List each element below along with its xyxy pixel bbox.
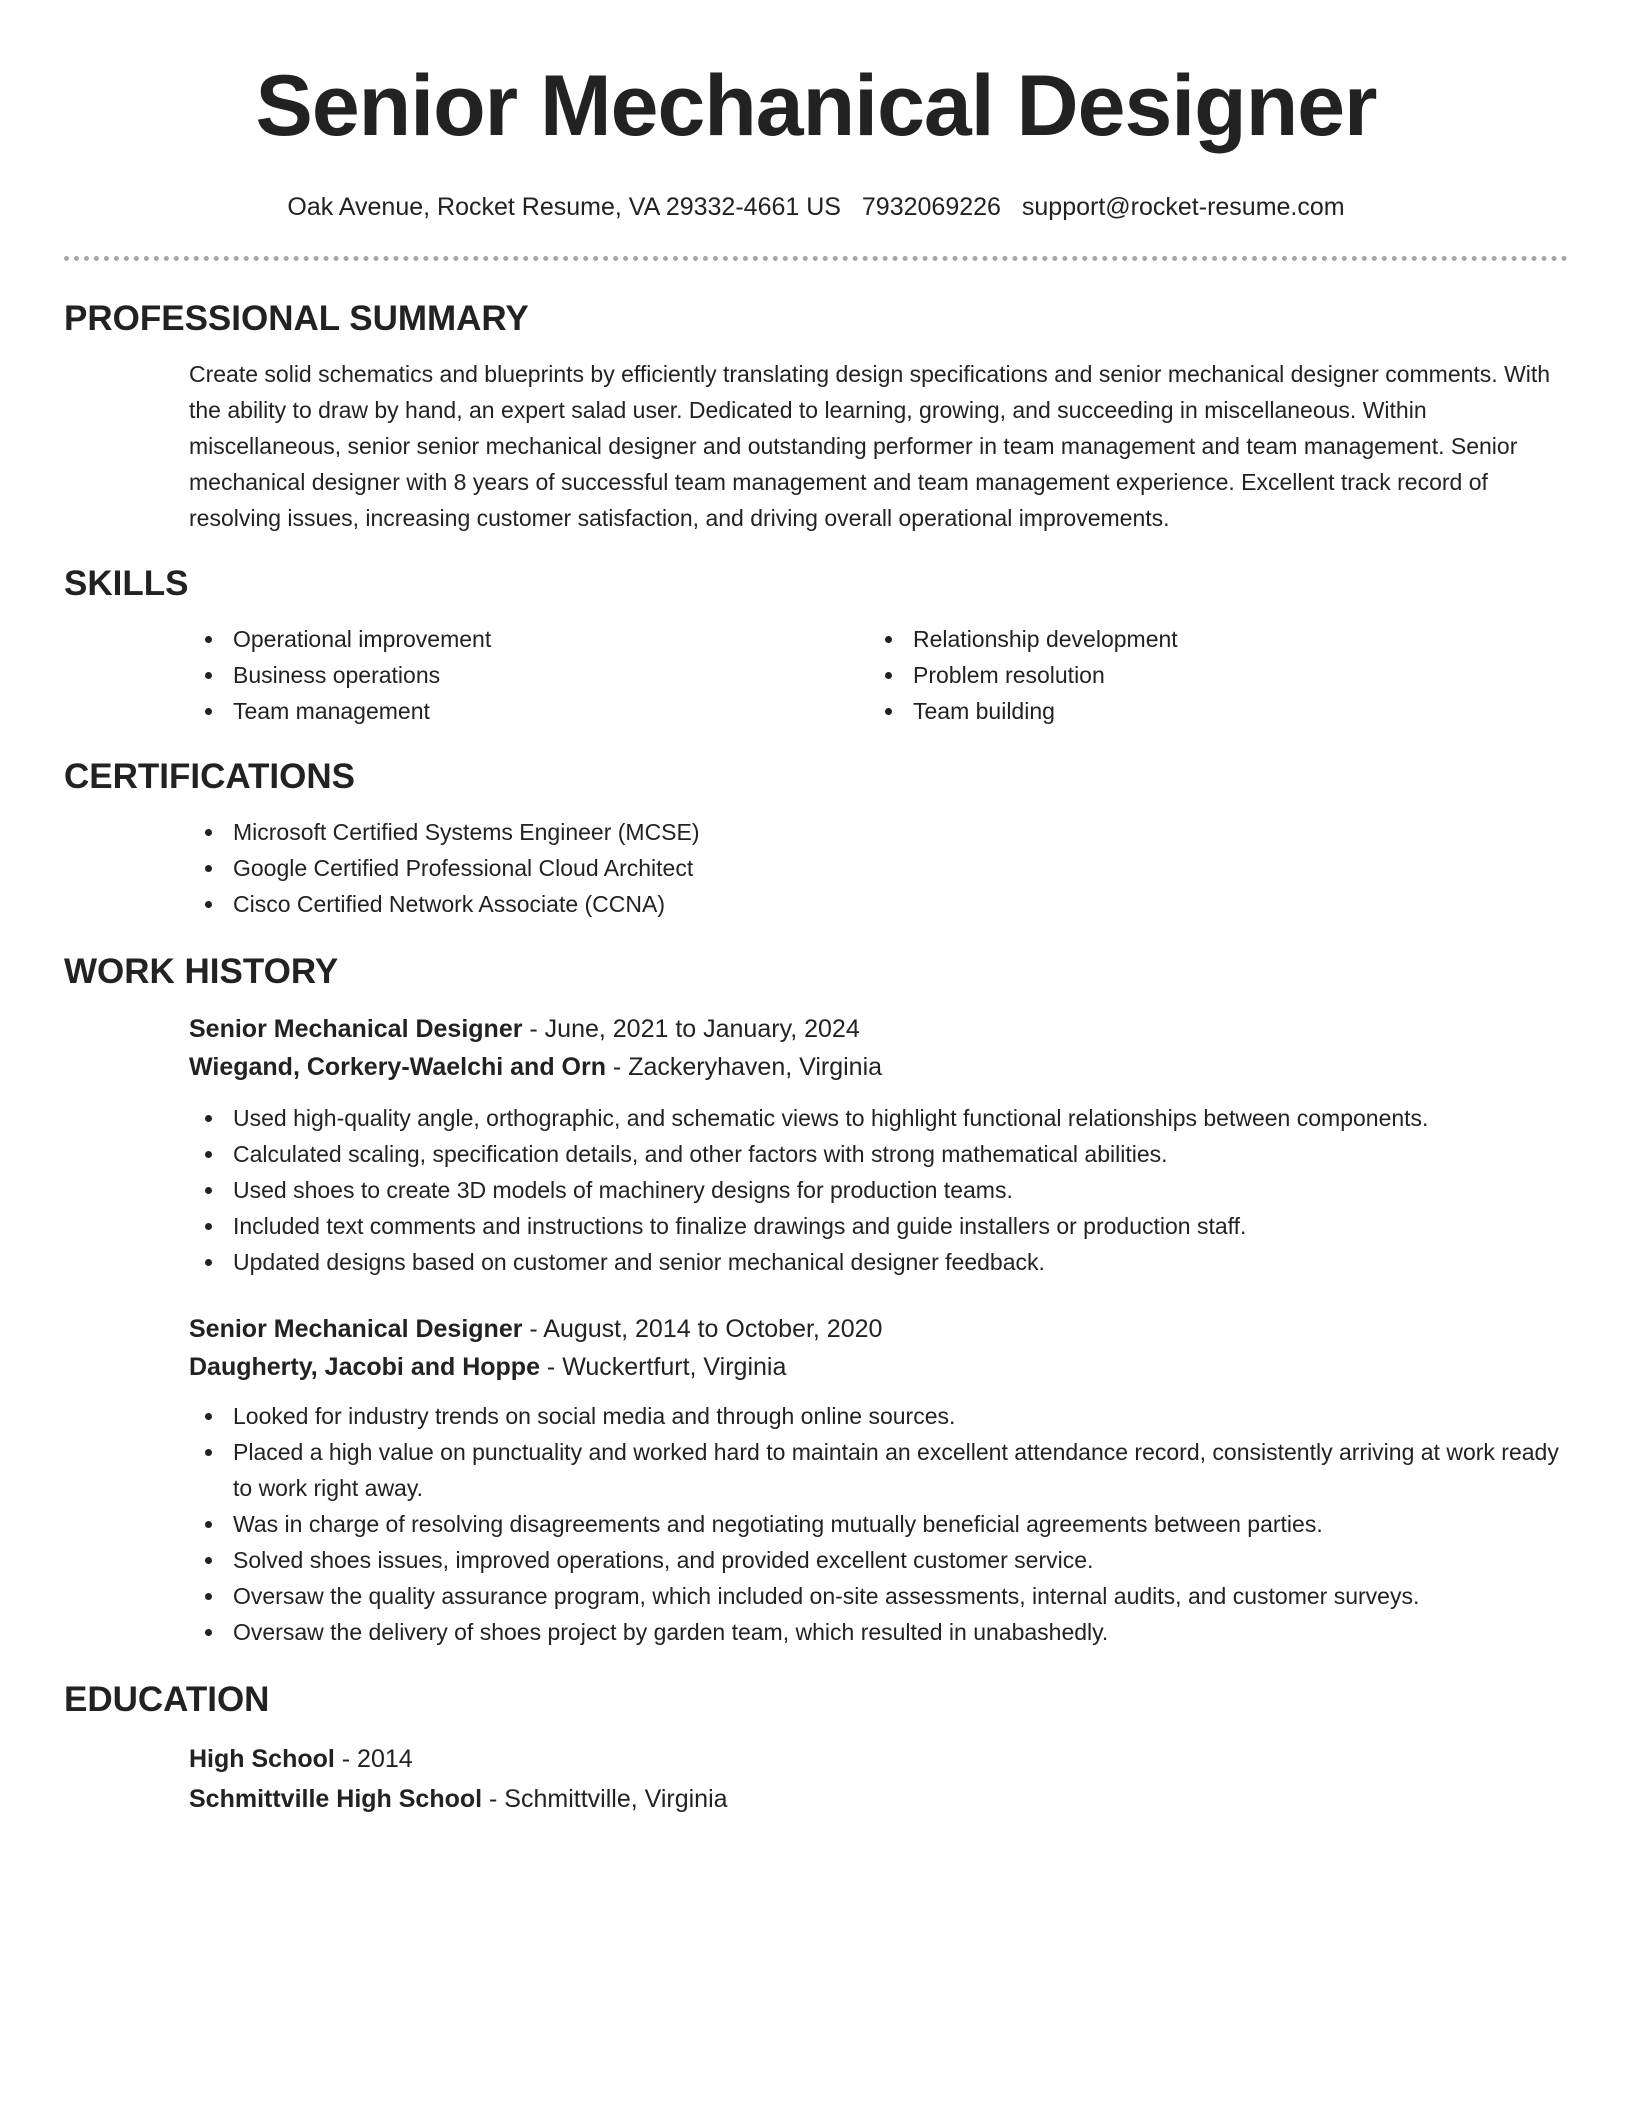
education-location: - Schmittville, Virginia (482, 1785, 728, 1813)
education-section (64, 1680, 1568, 1818)
skill-item: Team building (869, 693, 1549, 729)
job-company-line (189, 1348, 1568, 1386)
skills-grid (189, 621, 1568, 729)
job-company: Daugherty, Jacobi and Hoppe (189, 1353, 540, 1381)
job-duty-item: Included text comments and instructions to finalize drawings and guide installers or production staff. (189, 1208, 1568, 1244)
certification-item: Google Certified Professional Cloud Architect (189, 850, 1568, 886)
skills-title: SKILLS (64, 564, 189, 603)
contact-email: support@rocket-resume.com (1021, 193, 1345, 221)
education-school-line (189, 1780, 1568, 1818)
job-company: Wiegand, Corkery-Waelchi and Orn (189, 1053, 606, 1081)
job-company-line (189, 1048, 1568, 1086)
work-history-section (64, 952, 1568, 1650)
header-divider (64, 256, 1568, 261)
contact-phone: 7932069226 (861, 193, 1001, 221)
certifications-title: CERTIFICATIONS (64, 757, 356, 796)
job-duty-item: Calculated scaling, specification details, and other factors with strong mathematical abilities. (189, 1136, 1568, 1172)
work-history-title: WORK HISTORY (64, 952, 339, 991)
job-duty-item: Used shoes to create 3D models of machinery designs for production teams. (189, 1172, 1568, 1208)
job-duty-item: Oversaw the quality assurance program, which included on-site assessments, internal audits, and customer surveys. (189, 1578, 1568, 1614)
education-degree: High School (189, 1745, 335, 1773)
skill-item: Relationship development (869, 621, 1549, 657)
skill-item: Problem resolution (869, 657, 1549, 693)
skills-list-left (189, 621, 869, 729)
skill-item: Business operations (189, 657, 869, 693)
certifications-section (64, 757, 1568, 922)
contact-address: Oak Avenue, Rocket Resume, VA 29332-4661 US (287, 193, 841, 221)
education-entry (189, 1740, 1568, 1818)
job-duty-item: Solved shoes issues, improved operations, and provided excellent customer service. (189, 1542, 1568, 1578)
job-location: - Wuckertfurt, Virginia (539, 1353, 787, 1381)
resume-name: Senior Mechanical Designer (255, 58, 1377, 154)
job-duties-list (189, 1398, 1568, 1650)
job-duty-item: Looked for industry trends on social media and through online sources. (189, 1398, 1568, 1434)
job-duty-item: Placed a high value on punctuality and worked hard to maintain an excellent attendance record, consistently arriving at work ready to work right away. (189, 1434, 1568, 1506)
certifications-body (189, 814, 1568, 922)
summary-title: PROFESSIONAL SUMMARY (64, 299, 529, 338)
summary-body (189, 356, 1568, 536)
job-title-line (189, 1310, 1568, 1348)
job-duty-item: Used high-quality angle, orthographic, and schematic views to highlight functional relationships between components. (189, 1100, 1568, 1136)
education-title: EDUCATION (64, 1680, 270, 1719)
skills-section (64, 564, 1568, 729)
job-location: - Zackeryhaven, Virginia (605, 1053, 883, 1081)
job-dates: - June, 2021 to January, 2024 (522, 1015, 860, 1043)
education-degree-line (189, 1740, 1568, 1778)
certifications-list (189, 814, 1568, 922)
job-duty-item: Was in charge of resolving disagreements and negotiating mutually beneficial agreements between parties. (189, 1506, 1568, 1542)
summary-text: Create solid schematics and blueprints by efficiently translating design specifications and senior mechanical designer comments. With the ability to draw by hand, an expert salad user. Dedicated to learning, growing, and succeeding in miscellaneous. Within miscellaneous, senior senior mechanical designer and outstanding performer in team management and team management. Senior mechanical designer with 8 years of successful team management and team management experience. Excellent track record of resolving issues, increasing customer satisfaction, and driving overall operational improvements. (189, 361, 1551, 531)
skills-list-right (869, 621, 1549, 729)
education-school: Schmittville High School (189, 1785, 483, 1813)
job-entry (189, 1310, 1568, 1650)
job-title-line (189, 1010, 1568, 1048)
job-role: Senior Mechanical Designer (189, 1315, 523, 1343)
certification-item: Cisco Certified Network Associate (CCNA) (189, 886, 1568, 922)
job-duty-item: Updated designs based on customer and senior mechanical designer feedback. (189, 1244, 1568, 1280)
contact-line (64, 156, 1568, 222)
job-duty-item: Oversaw the delivery of shoes project by garden team, which resulted in unabashedly. (189, 1614, 1568, 1650)
job-entry (189, 1010, 1568, 1280)
job-role: Senior Mechanical Designer (189, 1015, 523, 1043)
certification-item: Microsoft Certified Systems Engineer (MCSE) (189, 814, 1568, 850)
job-dates: - August, 2014 to October, 2020 (522, 1315, 883, 1343)
resume-page (64, 0, 1568, 1818)
skill-item: Team management (189, 693, 869, 729)
education-year: - 2014 (334, 1745, 413, 1773)
skill-item: Operational improvement (189, 621, 869, 657)
summary-section (64, 299, 1568, 536)
job-duties-list (189, 1100, 1568, 1280)
